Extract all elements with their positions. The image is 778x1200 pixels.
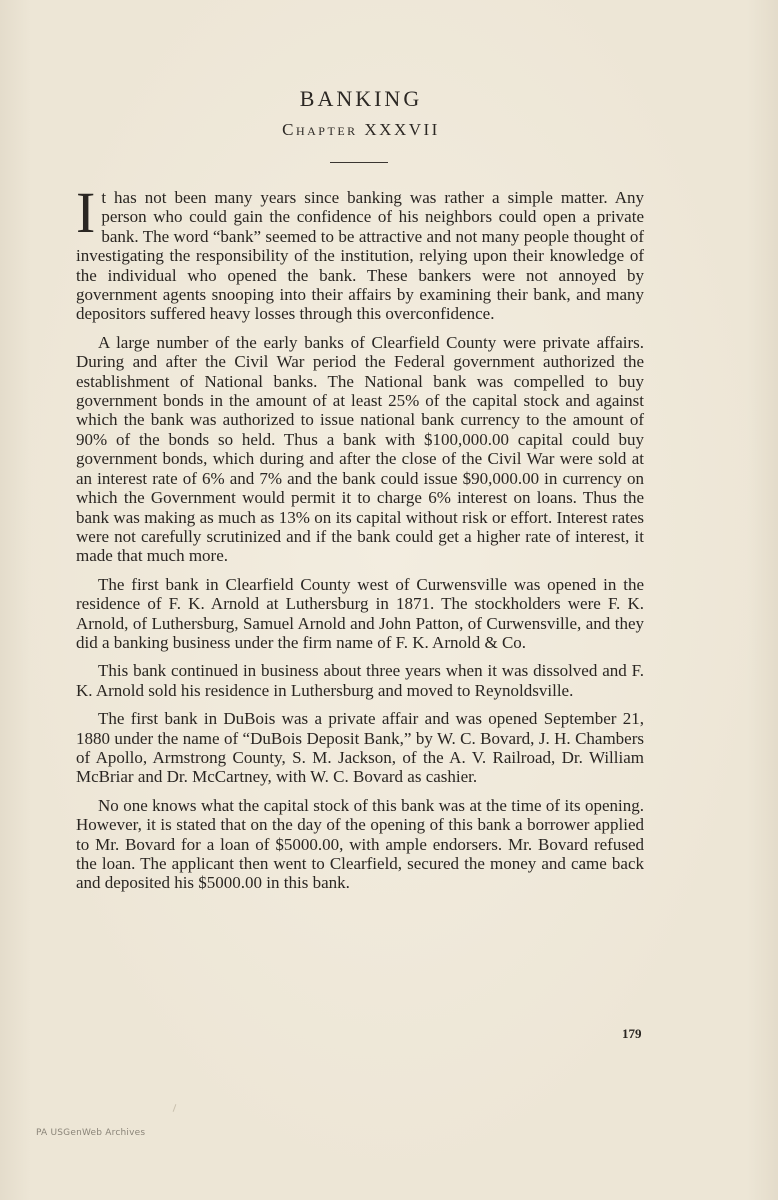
page-number: 179 xyxy=(622,1026,642,1041)
chapter-divider xyxy=(330,162,388,163)
body-text xyxy=(76,180,644,902)
paragraph-3: The first bank in Clearfield County west of Curwensville was opened in the residence of F. K. Arnold at Luthersburg in 1871. The stockholders were F. K. Arnold, of Luthersburg, Samuel Arnold and John Patton, of Curwensville, and they did a banking business under the firm name of F. K. Arnold & Co. xyxy=(76,574,644,652)
paragraph-6: No one knows what the capital stock of this bank was at the time of its opening. However, it is stated that on the day of the opening of this bank a borrower applied to Mr. Bovard for a loan of $5000.00, with ample endorsers. Mr. Bovard refused the loan. The applicant then went to Clearfield, secured the money and came back and deposited his $5000.00 in this bank. xyxy=(76,795,644,893)
paragraph-5: The first bank in DuBois was a private affair and was opened September 21, 1880 under the name of “DuBois Deposit Bank,” by W. C. Bovard, J. H. Chambers of Apollo, Armstrong County, S. M. Jackson, of the A. V. Railroad, Dr. William McBriar and Dr. McCartney, with W. C. Bovard as cashier. xyxy=(76,709,644,787)
chapter-heading: Chapter XXXVII xyxy=(282,120,440,139)
page-title: BANKING xyxy=(299,86,423,111)
paragraph-1-text: t has not been many years since banking was rather a simple matter. Any person who could gain the confidence of his neighbors could open a private bank. The word “bank” seemed to be attractive and not many people thought of investigating the responsibility of the institution, relying upon their knowledge of the individual who opened the bank. These bankers were not annoyed by government agents snooping into their affairs by examining their bank, and many depositors suffered heavy losses through this overconfidence. xyxy=(76,188,644,324)
archive-watermark: PA USGenWeb Archives xyxy=(36,1128,146,1138)
paragraph-2: A large number of the early banks of Clearfield County were private affairs. During and after the Civil War period the Federal government authorized the establishment of National banks. The National bank was compelled to buy government bonds in the amount of at least 25% of the capital stock and against which the bank was authorized to issue national bank currency to the amount of 90% of the bonds so held. Thus a bank with $100,000.00 capital could buy government bonds, which during and after the close of the Civil War were sold at an interest rate of 6% and 7% and the bank could issue $90,000.00 in currency on which the Government would permit it to charge 6% interest on loans. Thus the bank was making as much as 13% on its capital without risk or effort. Interest rates were not carefully scrutinized and if the bank could get a higher rate of interest, it made that much more. xyxy=(76,332,644,566)
paragraph-4: This bank continued in business about three years when it was dissolved and F. K. Arnold sold his residence in Luthersburg and moved to Reynoldsville. xyxy=(76,661,644,700)
paragraph-1 xyxy=(76,180,644,324)
paper-speck xyxy=(173,1104,177,1112)
drop-cap: I xyxy=(76,180,96,245)
